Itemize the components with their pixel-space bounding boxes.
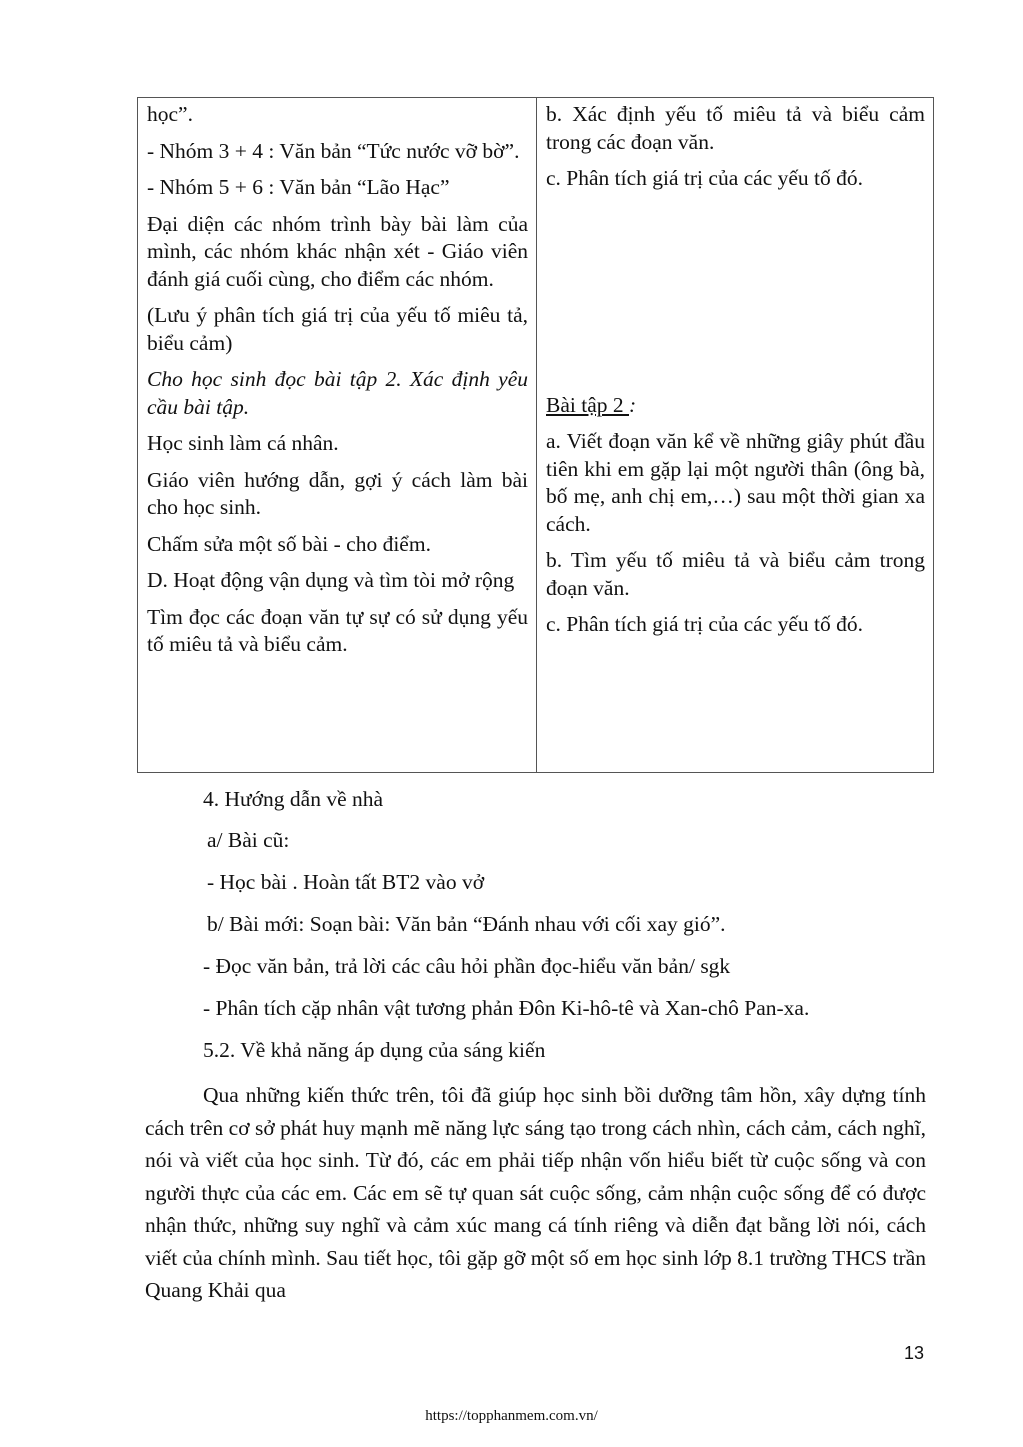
exercise2-title: Bài tập 2 — [546, 392, 629, 417]
new-lesson-task: - Phân tích cặp nhân vật tương phản Đôn Ki-hô-tê và Xan-chô Pan-xa. — [203, 996, 810, 1020]
left-para-italic: Cho học sinh đọc bài tập 2. Xác định yêu cầu bài tập. — [147, 367, 528, 419]
exercise2-heading — [546, 392, 925, 420]
left-para: Chấm sửa một số bài - cho điểm. — [147, 531, 431, 556]
left-para: Đại diện các nhóm trình bày bài làm của mình, các nhóm khác nhận xét - Giáo viên đánh giá cuối cùng, cho điểm các nhóm. — [147, 211, 528, 291]
old-lesson-label: a/ Bài cũ: — [207, 828, 290, 852]
left-para: D. Hoạt động vận dụng và tìm tòi mở rộng — [147, 568, 515, 592]
left-para: - Nhóm 3 + 4 : Văn bản “Tức nước vỡ bờ”. — [147, 138, 520, 163]
right-para: c. Phân tích giá trị của các yếu tố đó. — [546, 166, 864, 190]
left-para: học”. — [147, 102, 193, 126]
activities-column — [138, 98, 537, 772]
new-lesson-task: - Đọc văn bản, trả lời các câu hỏi phần đọc-hiểu văn bản/ sgk — [203, 954, 731, 978]
left-para: Học sinh làm cá nhân. — [147, 431, 339, 455]
left-para: - Nhóm 5 + 6 : Văn bản “Lão Hạc” — [147, 175, 450, 199]
content-column — [537, 98, 933, 772]
exercise2-colon: : — [629, 392, 637, 417]
right-para: b. Xác định yếu tố miêu tả và biểu cảm trong các đoạn văn. — [546, 102, 925, 154]
left-para: Tìm đọc các đoạn văn tự sự có sử dụng yếu tố miêu tả và biểu cảm. — [147, 604, 528, 656]
page-number: 13 — [904, 1343, 925, 1363]
body-paragraph: Qua những kiến thức trên, tôi đã giúp học sinh bồi dưỡng tâm hồn, xây dựng tính cách trên cơ sở phát huy mạnh mẽ năng lực sáng tạo trong cách nhìn, cách cảm, cách nghĩ, nói và viết của học sinh. Từ đó, các em phải tiếp nhận vốn hiểu biết từ cuộc sống và con người thực của các em. Các em sẽ tự quan sát cuộc sống, cảm nhận cuộc sống để có được nhận thức, những suy nghĩ và cảm xúc mang cá tính riêng và diễn đạt bằng lời nói, cách viết của chính mình. Sau tiết học, tôi gặp gỡ một số em học sinh lớp 8.1 trường THCS trần Quang Khải qua — [145, 1083, 926, 1302]
footer-url: https://topphanmem.com.vn/ — [425, 1408, 598, 1424]
left-para: Giáo viên hướng dẫn, gợi ý cách làm bài cho học sinh. — [147, 467, 528, 519]
left-para: (Lưu ý phân tích giá trị của yếu tố miêu tả, biểu cảm) — [147, 303, 528, 355]
section-heading: 5.2. Về khả năng áp dụng của sáng kiến — [203, 1038, 546, 1062]
column-gap — [546, 202, 925, 392]
right-para: c. Phân tích giá trị của các yếu tố đó. — [546, 612, 864, 636]
lesson-table — [137, 97, 934, 773]
homework-heading: 4. Hướng dẫn về nhà — [203, 787, 384, 811]
new-lesson-label: b/ Bài mới: Soạn bài: Văn bản “Đánh nhau với cối xay gió”. — [207, 912, 726, 936]
right-para: b. Tìm yếu tố miêu tả và biểu cảm trong đoạn văn. — [546, 548, 925, 600]
right-para: a. Viết đoạn văn kể về những giây phút đầu tiên khi em gặp lại một người thân (ông bà, bố mẹ, anh chị em,…) sau một thời gian xa cách. — [546, 429, 925, 536]
old-lesson-task: - Học bài . Hoàn tất BT2 vào vở — [207, 870, 485, 894]
